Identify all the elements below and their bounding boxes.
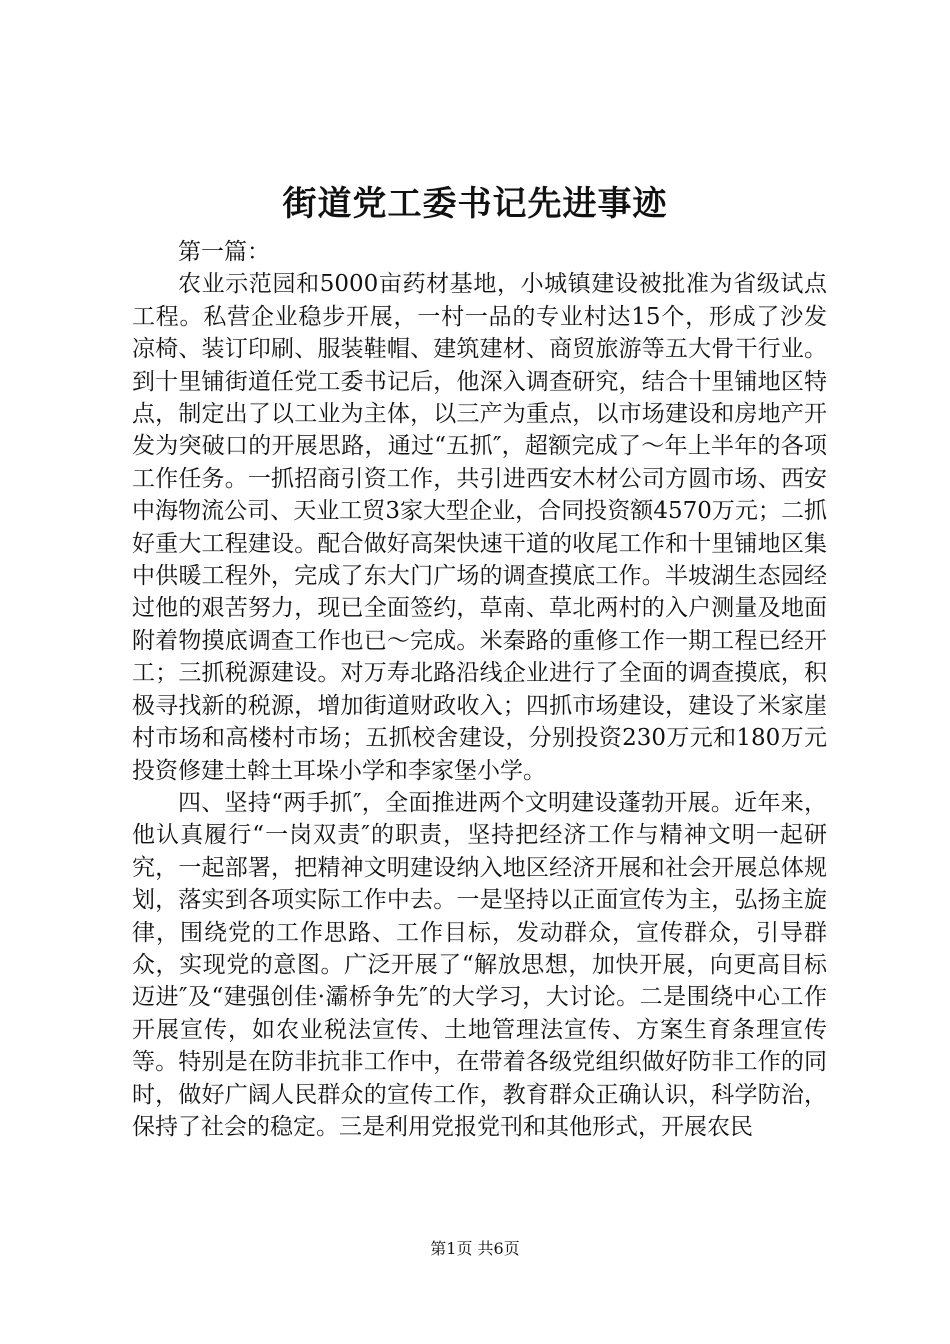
page-number: 第1页 共6页 <box>430 1239 520 1258</box>
document-body <box>132 236 827 1143</box>
page-title: 街道党工委书记先进事迹 <box>282 184 668 224</box>
section-label: 第一篇： <box>178 239 270 265</box>
paragraph: 四、坚持“两手抓″，全面推进两个文明建设蓬勃开展。近年来，他认真履行“一岗双责″的职责，坚持把经济工作与精神文明一起研究，一起部署，把精神文明建设纳入地区经济开展和社会开展总体规划，落实到各项实际工作中去。一是坚持以正面宣传为主，弘扬主旋律，围绕党的工作思路、工作目标，发动群众，宣传群众，引导群众，实现党的意图。广泛开展了“解放思想，加快开展，向更高目标迈进″及“建强创佳·灞桥争先″的大学习，大讨论。二是围绕中心工作开展宣传，如农业税法宣传、土地管理法宣传、方案生育条理宣传等。特别是在防非抗非工作中，在带着各级党组织做好防非工作的同时，做好广阔人民群众的宣传工作，教育群众正确认识，科学防治，保持了社会的稳定。三是利用党报党刊和其他形式，开展农民 <box>132 789 827 1140</box>
paragraph: 农业示范园和5000亩药材基地，小城镇建设被批准为省级试点工程。私营企业稳步开展，一村一品的专业村达15个，形成了沙发凉椅、装订印刷、服装鞋帽、建筑建材、商贸旅游等五大骨干行业。到十里铺街道任党工委书记后，他深入调查研究，结合十里铺地区特点，制定出了以工业为主体，以三产为重点，以市场建设和房地产开发为突破口的开展思路，通过“五抓″，超额完成了～年上半年的各项工作任务。一抓招商引资工作，共引进西安木材公司方圆市场、西安中海物流公司、天业工贸3家大型企业，合同投资额4570万元；二抓好重大工程建设。配合做好高架快速干道的收尾工作和十里铺地区集中供暖工程外，完成了东大门广场的调查摸底工作。半坡湖生态园经过他的艰苦努力，现已全面签约，草南、草北两村的入户测量及地面附着物摸底调查工作也已～完成。米秦路的重修工作一期工程已经开工；三抓税源建设。对万寿北路沿线企业进行了全面的调查摸底，积极寻找新的税源，增加街道财政收入；四抓市场建设，建设了米家崖村市场和高楼村市场；五抓校舍建设，分别投资230万元和180万元投资修建土斡土耳垛小学和李家堡小学。 <box>132 271 827 784</box>
